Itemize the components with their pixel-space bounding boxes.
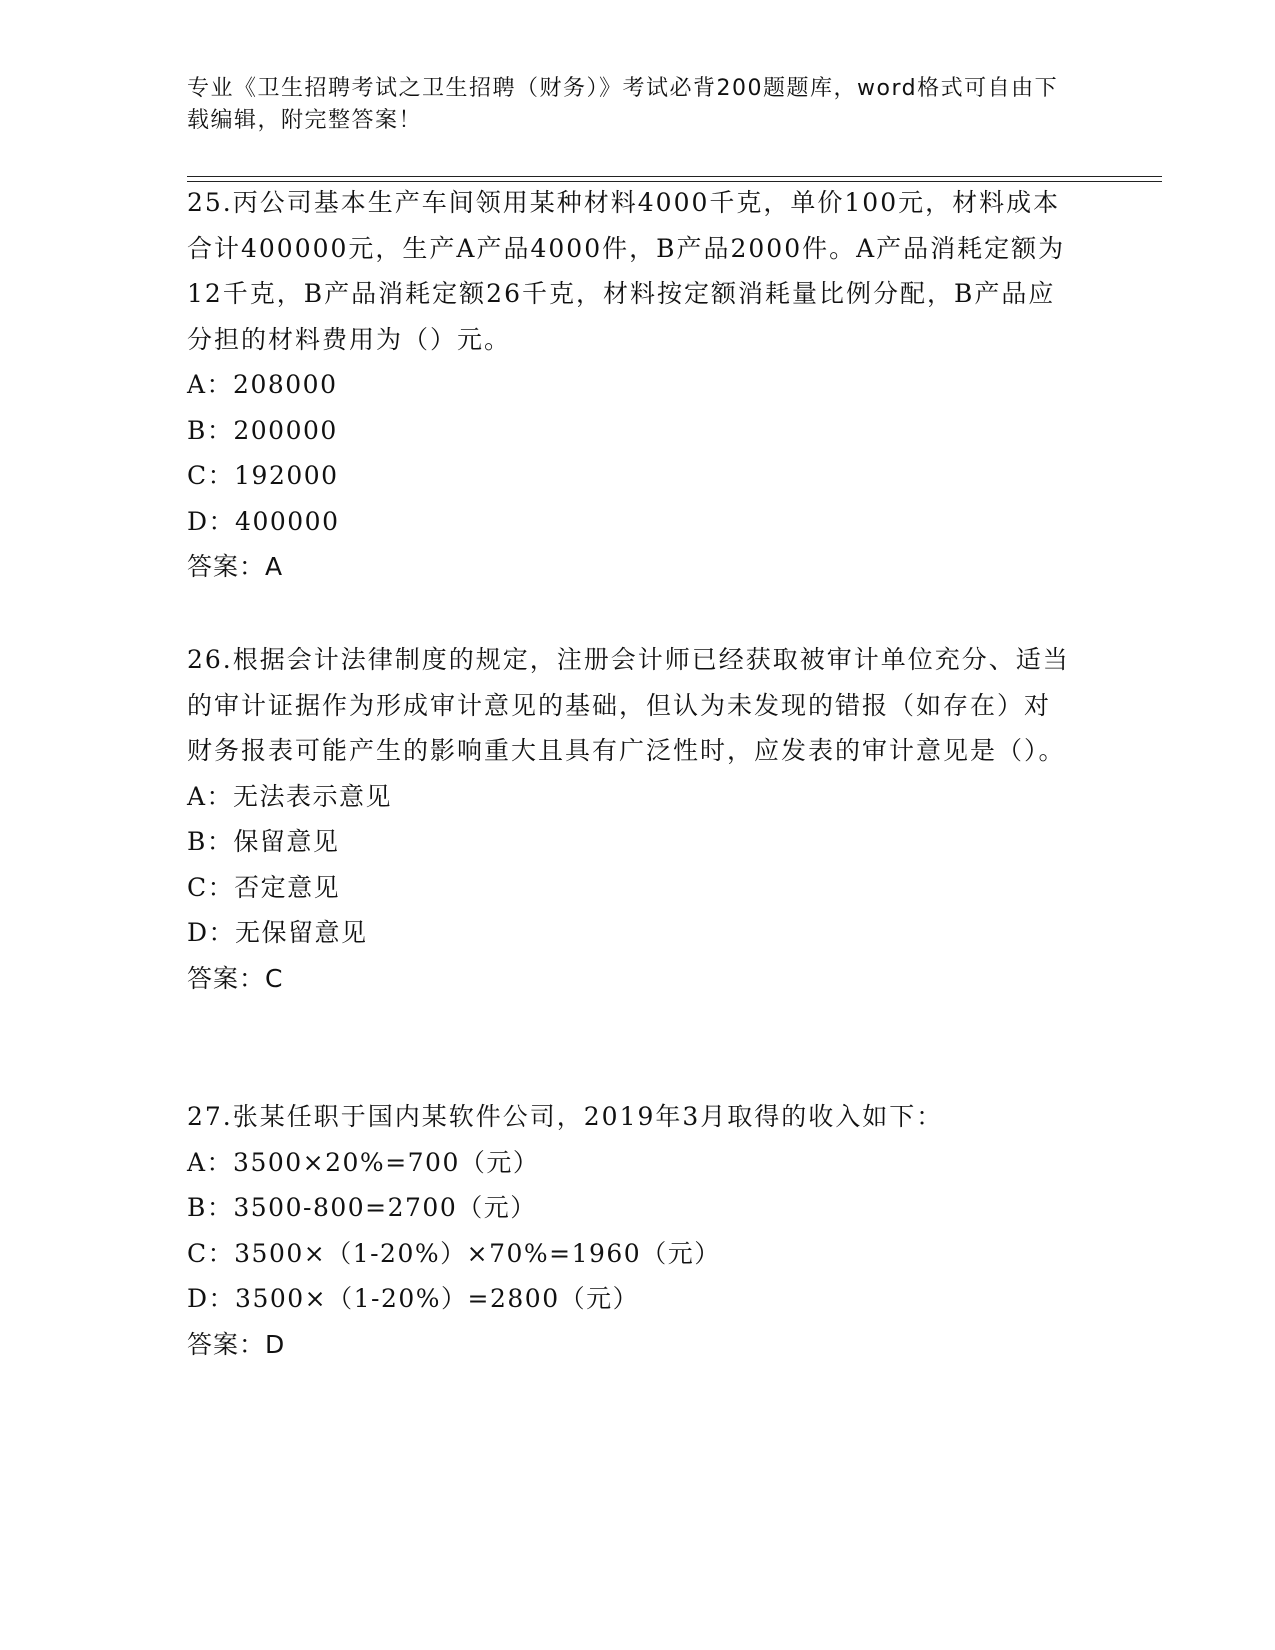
answer-line: 答案：D <box>187 1329 286 1359</box>
question-stem: 26.根据会计法律制度的规定，注册会计师已经获取被审计单位充分、适当的审计证据作为形成审计意见的基础，但认为未发现的错报（如存在）对财务报表可能产生的影响重大且具有广泛性时，应发表的审计意见是（）。 <box>187 645 1070 765</box>
question-stem: 25.丙公司基本生产车间领用某种材料4000千克，单价100元，材料成本合计400000元，生产A产品4000件，B产品2000件。A产品消耗定额为12千克，B产品消耗定额26千克，材料按定额消耗量比例分配，B产品应分担的材料费用为（）元。 <box>187 188 1066 354</box>
option-c: C：否定意见 <box>187 872 341 902</box>
option-d: D：400000 <box>187 506 340 536</box>
option-c: C：3500×（1-20%）×70%=1960（元） <box>187 1238 721 1268</box>
option-b: B：保留意见 <box>187 827 340 856</box>
option-d: D：无保留意见 <box>187 918 368 947</box>
option-b: B：3500-800=2700（元） <box>187 1193 537 1222</box>
question-stem: 27.张某任职于国内某软件公司，2019年3月取得的收入如下： <box>187 1102 944 1131</box>
question-25 <box>187 180 1077 590</box>
answer-line: 答案：C <box>187 963 284 993</box>
option-a: A：208000 <box>187 370 338 399</box>
answer-line: 答案：A <box>187 552 284 581</box>
question-26 <box>187 637 1077 1001</box>
question-27 <box>187 1094 1077 1367</box>
header-divider-top <box>187 176 1162 177</box>
option-a: A：无法表示意见 <box>187 781 393 811</box>
option-b: B：200000 <box>187 415 338 445</box>
document-header: 专业《卫生招聘考试之卫生招聘（财务）》考试必背200题题库，word格式可自由下载编辑，附完整答案！ <box>187 76 1059 133</box>
option-d: D：3500×（1-20%）=2800（元） <box>187 1284 640 1313</box>
option-a: A：3500×20%=700（元） <box>187 1147 540 1177</box>
option-c: C：192000 <box>187 461 339 490</box>
